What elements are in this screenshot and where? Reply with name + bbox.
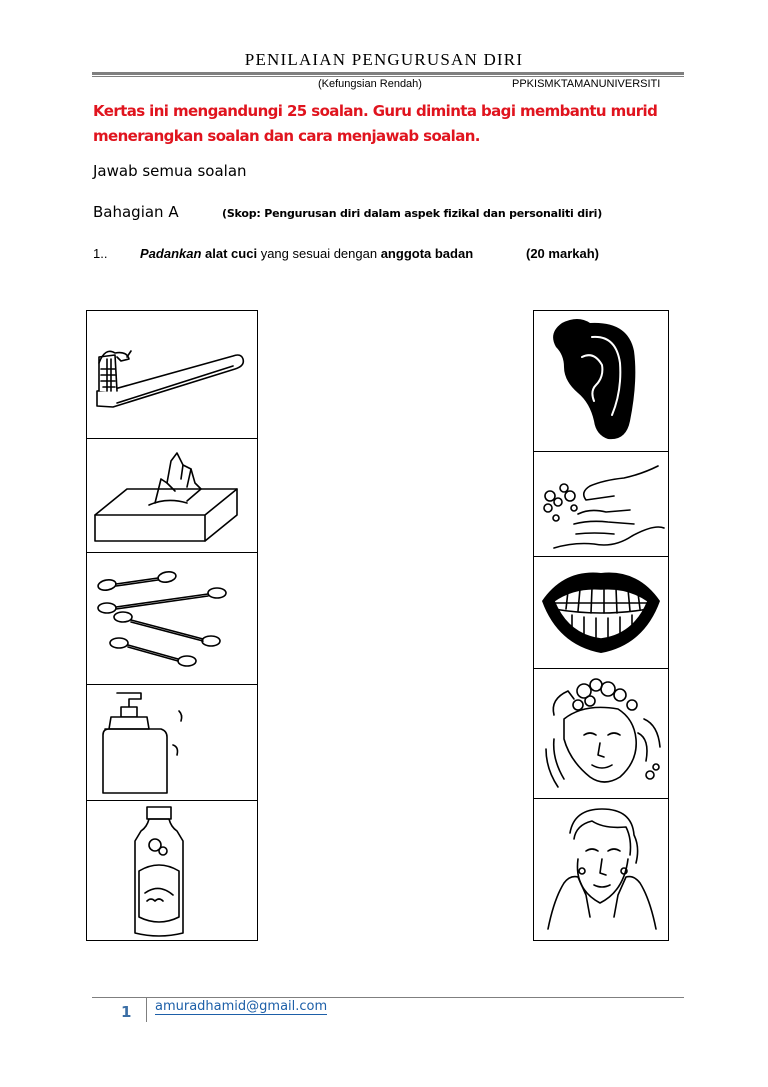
question-number: 1.. xyxy=(93,246,108,261)
shampoo-bottle-icon xyxy=(87,801,257,941)
page-header-title: PENILAIAN PENGURUSAN DIRI xyxy=(244,50,524,69)
tools-column xyxy=(86,310,258,941)
left-cell-soap-pump[interactable] xyxy=(87,684,257,801)
tissue-box-icon xyxy=(87,439,257,553)
notice-line-1: Kertas ini mengandungi 25 soalan. Guru diminta bagi membantu murid xyxy=(93,102,658,120)
page-number: 1 xyxy=(121,1003,132,1021)
footer-email-link[interactable]: amuradhamid@gmail.com xyxy=(155,999,328,1014)
right-cell-ear[interactable] xyxy=(534,311,668,451)
notice-line-2: menerangkan soalan dan cara menjawab soalan. xyxy=(93,127,480,145)
cotton-buds-icon xyxy=(87,553,257,685)
right-cell-teeth[interactable] xyxy=(534,556,668,669)
question-text xyxy=(140,246,473,261)
washing-face-icon xyxy=(534,799,668,941)
question-body: anggota badan xyxy=(380,246,474,261)
question-verb: Padankan xyxy=(140,246,202,261)
question-marks: (20 markah) xyxy=(526,246,599,261)
section-scope: (Skop: Pengurusan diri dalam aspek fizikal dan personaliti diri) xyxy=(222,207,603,220)
washing-hair-icon xyxy=(534,669,668,799)
footer-rule xyxy=(92,997,684,998)
ear-icon xyxy=(534,311,668,451)
body-parts-column xyxy=(533,310,669,941)
left-cell-toothbrush[interactable] xyxy=(87,311,257,438)
section-label: Bahagian A xyxy=(93,203,179,221)
right-cell-washing-hands[interactable] xyxy=(534,451,668,557)
instruction: Jawab semua soalan xyxy=(93,162,247,180)
left-cell-shampoo-bottle[interactable] xyxy=(87,800,257,941)
left-cell-tissue-box[interactable] xyxy=(87,438,257,553)
teeth-mouth-icon xyxy=(534,557,668,669)
header-subtitle-left: (Kefungsian Rendah) xyxy=(318,78,422,90)
question-tool: alat cuci xyxy=(205,246,258,261)
soap-pump-bottle-icon xyxy=(87,685,257,801)
left-cell-cotton-buds[interactable] xyxy=(87,552,257,685)
right-cell-washing-face[interactable] xyxy=(534,798,668,941)
right-cell-washing-hair[interactable] xyxy=(534,668,668,799)
footer-divider xyxy=(146,998,147,1022)
header-subtitle-right: PPKISMKTAMANUNIVERSITI xyxy=(512,78,661,90)
question-middle: yang sesuai dengan xyxy=(260,246,378,261)
header-rule xyxy=(92,72,684,77)
toothbrush-icon xyxy=(87,311,257,438)
washing-hands-icon xyxy=(534,452,668,557)
